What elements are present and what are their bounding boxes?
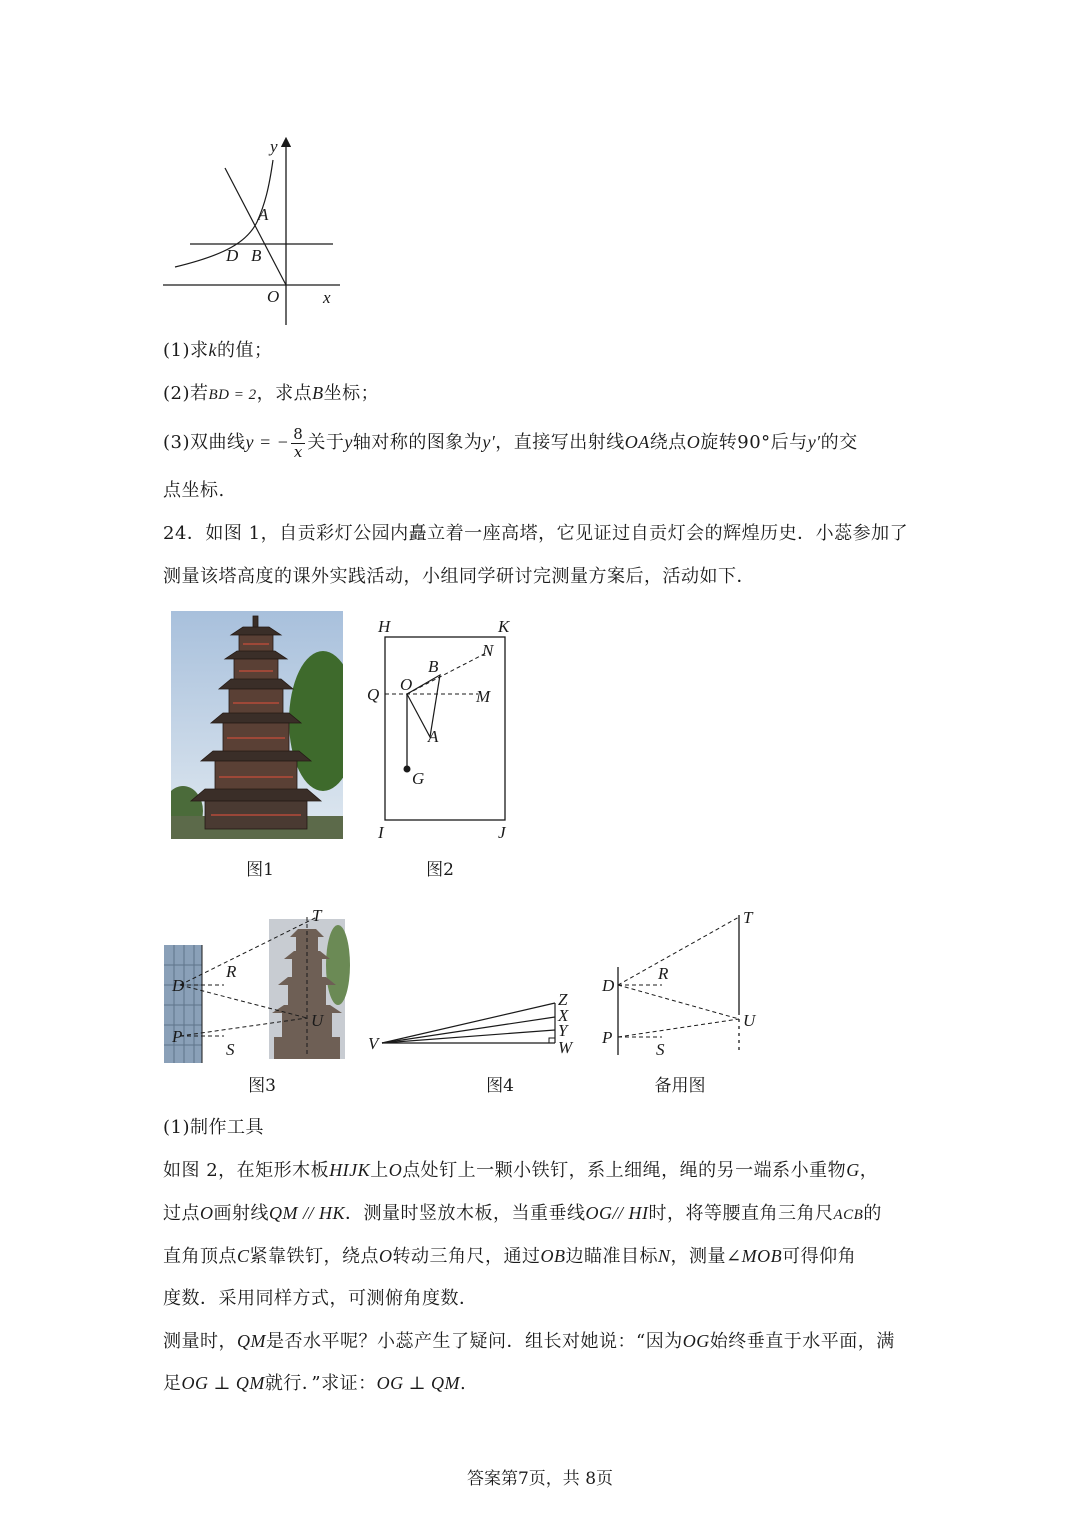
part1-line5 [163,1329,895,1354]
text: 关于 [307,432,345,453]
var: OG [682,1331,710,1351]
caption-fig2: 图2 [426,860,454,880]
var: OB [540,1246,566,1266]
var: y′ [482,432,496,452]
text: 画射线 [213,1203,269,1224]
text: ，求点 [256,383,313,404]
var: OG// HI [585,1203,649,1223]
text: ， [859,1160,879,1181]
line-vx [382,1017,555,1043]
label: R [226,962,237,981]
numerator: 8 [293,424,304,443]
part1-line4: 度数．采用同样方式，可测俯角度数． [163,1288,478,1309]
text: 始终垂直于水平面，满 [709,1331,895,1352]
q24-intro-line2: 测量该塔高度的课外实践活动，小组同学研讨完测量方案后，活动如下． [163,566,755,587]
var: OG ⊥ QM [376,1373,461,1393]
label: H [378,617,391,636]
label: T [743,908,753,927]
text: 的值； [217,340,273,361]
text: . [460,1373,467,1394]
line-oa [225,168,286,285]
text: 转动三角尺，通过 [392,1246,541,1267]
var-k: k [208,340,217,360]
spare-diagram [596,905,766,1063]
sight-dt [618,917,739,985]
q24-intro-line1: 24．如图 1，自贡彩灯公园内矗立着一座高塔，它见证过自贡灯会的辉煌历史．小蕊参加了 [163,523,909,544]
label: D [172,976,185,995]
graph-label-o: O [267,287,280,306]
sight-du [618,985,739,1019]
text: 上 [370,1160,389,1181]
q23-part3-cont: 点坐标. [163,480,225,501]
label: U [743,1011,756,1030]
label: O [400,675,413,694]
part1-line2 [163,1201,882,1227]
label: S [656,1040,665,1059]
text: ，直接写出射线 [495,432,625,453]
var: G [846,1160,860,1180]
label: X [558,1006,569,1025]
measurement-photo [160,905,350,1067]
var: O [200,1203,214,1223]
text: 绕点 [649,432,687,453]
text: (3)双曲线 [163,432,246,453]
var: OA [624,432,650,452]
pagoda-photo [171,611,343,839]
text: 时，将等腰直角三角尺 [648,1203,834,1224]
var: ACB [833,1207,864,1223]
text: 坐标； [323,383,380,404]
text: 测量时， [163,1331,237,1352]
var: C [237,1246,250,1266]
var: QM // HK [269,1203,345,1223]
part1-title: (1)制作工具 [163,1117,264,1138]
text: 就行．”求证： [264,1373,377,1394]
part1-line6 [163,1371,466,1396]
hyperbola-lhs: y = − [245,432,290,452]
caption-fig1: 图1 [246,860,274,880]
text: 直角顶点 [163,1246,237,1267]
text: (2)若 [163,383,209,404]
text: ，测量 [670,1246,727,1267]
q23-part3 [163,420,858,465]
weight-g [404,766,411,773]
text: (1)求 [163,340,209,361]
graph-label-d: D [226,246,239,265]
label: V [368,1034,379,1053]
part1-line1 [163,1158,878,1183]
var: O [379,1246,393,1266]
text: 如图 2，在矩形木板 [163,1160,330,1181]
label: R [658,964,669,983]
fraction [291,426,305,461]
label: K [498,617,510,636]
var: y′ [807,432,821,452]
label: U [311,1011,324,1030]
var-b: B [312,383,324,403]
label: A [428,727,439,746]
var: O [686,432,701,452]
label: Y [558,1021,568,1040]
hyperbola-graph [155,130,355,330]
label: D [602,976,615,995]
text: 轴对称的图象为 [352,432,483,453]
var: QM [237,1331,266,1351]
label: G [412,769,425,788]
board-rect [385,637,505,820]
q23-part1 [163,338,273,363]
text: 足 [163,1373,182,1394]
text: 的 [863,1203,882,1224]
graph-label-b: B [251,246,262,265]
text: 边瞄准目标 [565,1246,659,1267]
var: OG ⊥ QM [181,1373,265,1393]
label: P [172,1027,183,1046]
label: Z [558,990,568,1009]
wedge-diagram [360,985,580,1065]
text: 是否水平呢？小蕊产生了疑问．组长对她说：“因为 [266,1331,683,1352]
part1-line3 [163,1244,856,1269]
var: ∠MOB [726,1246,783,1266]
text: 过点 [163,1203,200,1224]
graph-label-y: y [270,137,278,156]
label: M [476,687,491,706]
text: 紧靠铁钉，绕点 [249,1246,380,1267]
var: N [658,1246,671,1266]
right-angle-mark [549,1038,555,1043]
page-footer: 答案第7页，共 8页 [466,1469,614,1489]
caption-spare: 备用图 [654,1076,706,1096]
text: 点处钉上一颗小铁钉，系上细绳，绳的另一端系小重物 [402,1160,847,1181]
text: 旋转90°后与 [700,432,808,453]
q23-part2 [163,381,379,407]
label: S [226,1040,235,1059]
graph-label-a: A [258,205,269,224]
denominator: x [293,442,303,461]
label: Q [367,685,380,704]
label: B [428,657,439,676]
board-diagram [360,612,530,844]
sight-pu [618,1019,739,1037]
label: T [312,906,322,925]
label: J [498,823,506,842]
caption-fig4: 图4 [486,1076,514,1096]
text: ．测量时竖放木板，当重垂线 [345,1203,586,1224]
label: N [482,641,494,660]
var: HIJK [329,1160,371,1180]
text: 可得仰角 [782,1246,857,1267]
expr-bd: BD = 2 [208,387,257,403]
var: y [344,432,353,452]
caption-fig3: 图3 [248,1076,276,1096]
label: I [378,823,384,842]
var: O [388,1160,403,1180]
label: P [602,1028,613,1047]
label: W [558,1038,573,1057]
text: 的交 [820,432,858,453]
graph-label-x: x [323,288,331,307]
